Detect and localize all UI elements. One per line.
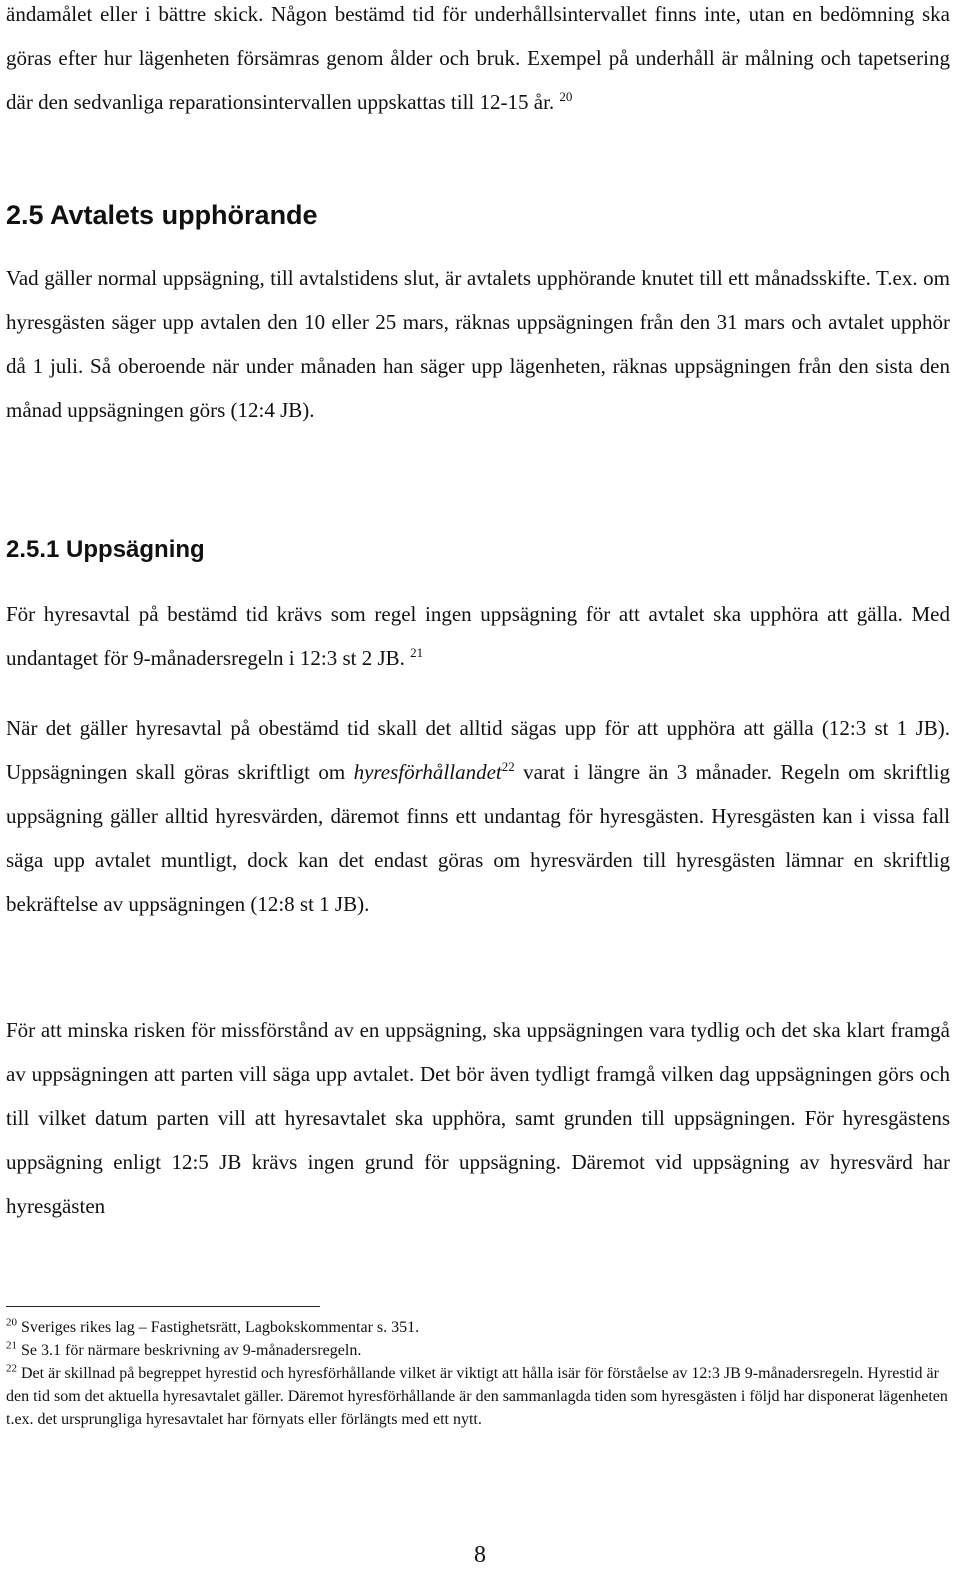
- paragraph-2-after: varat i längre än 3 månader. Regeln om skriftlig uppsägning gäller alltid hyresvärden, däremot finns ett undantag för hyresgästen. Hyresgästen kan i vissa fall säga upp avtalet muntligt, dock kan det endast göras om hyresvärden till hyresgästen lämnar en skriftlig bekräftelse av uppsägningen (12:8 st 1 JB).: [6, 760, 950, 916]
- term-hyresforhallandet: hyresförhållandet: [353, 760, 502, 784]
- footnote-divider: [6, 1306, 320, 1307]
- subsection-paragraph-2: [6, 706, 950, 926]
- footnote-number: 20: [6, 1316, 17, 1329]
- section-heading: 2.5 Avtalets upphörande: [6, 200, 318, 230]
- footnote-ref-21[interactable]: 21: [410, 645, 424, 660]
- footnote-22: [6, 1362, 950, 1431]
- footnote-ref-22[interactable]: 22: [501, 759, 515, 774]
- page-number: 8: [474, 1542, 486, 1568]
- subsection-paragraph-1: [6, 592, 950, 680]
- paragraph-2-before: När det gäller hyresavtal på obestämd tid skall det alltid sägas upp för att upphöra att gälla (12:3 st 1 JB). Uppsägningen skall göras skriftligt om: [6, 716, 950, 784]
- footnote-ref-20[interactable]: 20: [559, 89, 573, 104]
- intro-paragraph: [6, 0, 950, 124]
- section-paragraph: Vad gäller normal uppsägning, till avtalstidens slut, är avtalets upphörande knutet till ett månadsskifte. T.ex. om hyresgästen säger upp avtalen den 10 eller 25 mars, räknas uppsägningen från den 31 mars och avtalet upphör då 1 juli. Så oberoende när under månaden han säger upp lägenheten, räknas uppsägningen från den sista den månad uppsägningen görs (12:4 JB).: [6, 266, 950, 422]
- subsection-paragraph-3: För att minska risken för missförstånd av en uppsägning, ska uppsägningen vara tydlig och det ska klart framgå av uppsägningen att parten vill säga upp avtalet. Det bör även tydligt framgå vilken dag uppsägningen görs och till vilket datum parten vill att hyresavtalet ska upphöra, samt grunden till uppsägningen. För hyresgästens uppsägning enligt 12:5 JB krävs ingen grund för uppsägning. Däremot vid uppsägning av hyresvärd har hyresgästen: [6, 1018, 950, 1218]
- paragraph-1-text: För hyresavtal på bestämd tid krävs som regel ingen uppsägning för att avtalet ska upphöra att gälla. Med undantaget för 9-månadersregeln i 12:3 st 2 JB.: [6, 602, 950, 670]
- intro-text: ändamålet eller i bättre skick. Någon bestämd tid för underhållsintervallet finns inte, utan en bedömning ska göras efter hur lägenheten försämras genom ålder och bruk. Exempel på underhåll är målning och tapetsering där den sedvanliga reparationsintervallen uppskattas till 12-15 år.: [6, 2, 950, 114]
- footnote-text: Se 3.1 för närmare beskrivning av 9-månadersregeln.: [21, 1342, 362, 1359]
- footnote-text: Sveriges rikes lag – Fastighetsrätt, Lagbokskommentar s. 351.: [21, 1319, 420, 1336]
- footnotes: [6, 1316, 950, 1431]
- footnote-20: [6, 1316, 950, 1339]
- subsection-heading: 2.5.1 Uppsägning: [6, 536, 205, 563]
- footnote-number: 21: [6, 1339, 17, 1352]
- footnote-number: 22: [6, 1362, 17, 1375]
- footnote-21: [6, 1339, 950, 1362]
- footnote-text: Det är skillnad på begreppet hyrestid och hyresförhållande vilket är viktigt att hålla isär för förståelse av 12:3 JB 9-månadersregeln. Hyrestid är den tid som det aktuella hyresavtalet gäller. Däremot hyresförhållande är den sammanlagda tiden som hyresgästen i följd har disponerat lägenheten t.ex. det ursprungliga hyresavtalet har förnyats eller förlängts med ett nytt.: [6, 1365, 948, 1428]
